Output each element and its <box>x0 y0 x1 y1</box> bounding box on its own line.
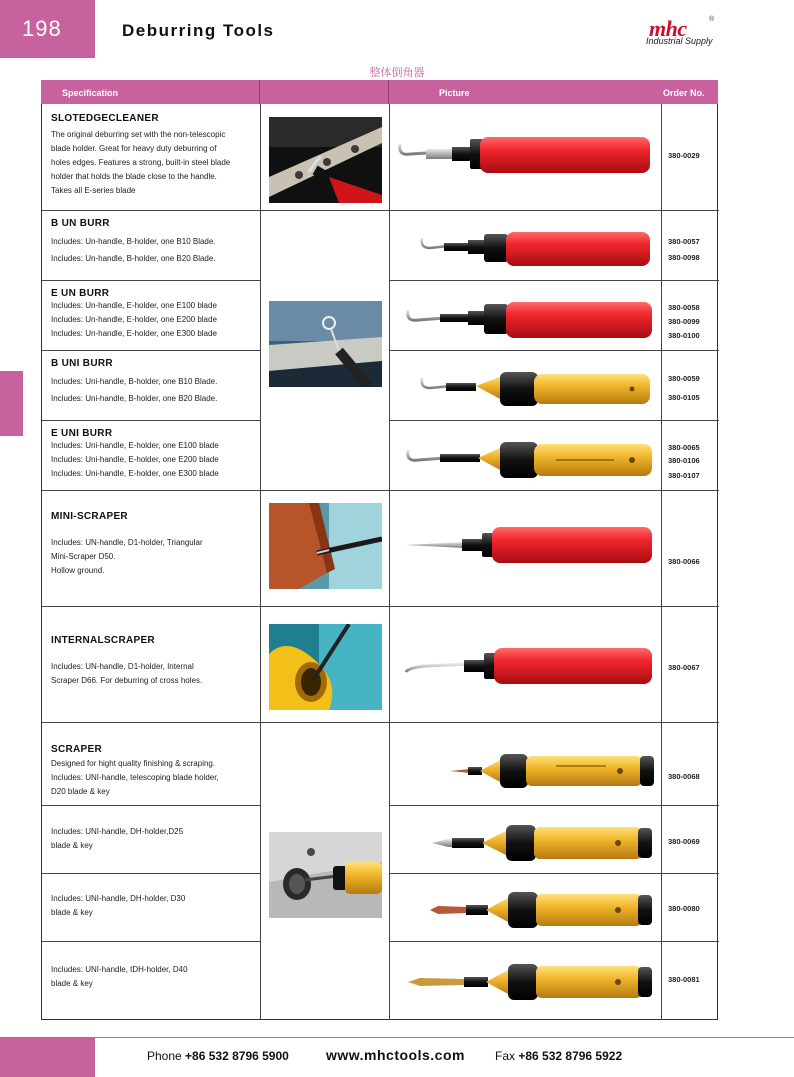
column-divider <box>661 104 662 1020</box>
phone-label: Phone <box>147 1049 182 1063</box>
row-divider <box>389 350 719 351</box>
row-divider <box>389 873 719 874</box>
footer-rule <box>95 1037 794 1038</box>
row-divider <box>42 805 260 806</box>
tool-image-mini-scraper <box>404 524 656 564</box>
spec-scraper <box>51 744 261 799</box>
row-divider <box>42 280 260 281</box>
spec-internal-scraper <box>51 635 261 688</box>
row-divider <box>42 210 719 211</box>
spec-e-un-burr <box>51 288 261 341</box>
spec-scraper-d30 <box>51 892 261 920</box>
product-title: INTERNALSCRAPER <box>51 635 155 646</box>
row-divider <box>42 490 719 491</box>
spec-line: Includes: UNI-handle, DH-holder,D25 <box>51 827 184 836</box>
order-number: 380-0058 <box>668 303 700 312</box>
spec-line: Includes: Un-handle, B-holder, one B20 Blade. <box>51 254 216 263</box>
phone-number: +86 532 8796 5900 <box>185 1049 289 1063</box>
column-divider <box>389 104 390 1020</box>
spec-b-un-burr <box>51 218 261 267</box>
row-divider <box>389 280 719 281</box>
spec-line: Includes: Uni-handle, E-holder, one E100 blade <box>51 441 219 450</box>
spec-line: Includes: UNI-handle, tDH-holder, D40 <box>51 965 188 974</box>
spec-line: Includes: Un-handle, E-holder, one E100 blade <box>51 301 217 310</box>
scraper-usage-photo <box>269 832 382 918</box>
logo-brand: mhc <box>649 16 687 41</box>
order-number: 380-0059 <box>668 374 700 383</box>
spec-line: Includes: Un-handle, E-holder, one E200 blade <box>51 315 217 324</box>
table-header <box>41 80 718 104</box>
order-number: 380-0065 <box>668 443 700 452</box>
slot-cleaner-usage-photo <box>269 117 382 203</box>
spec-line: Includes: Uni-handle, E-holder, one E200 blade <box>51 455 219 464</box>
spec-line: Scraper D66. For deburring of cross holes. <box>51 676 203 685</box>
product-title: E UNI BURR <box>51 428 113 439</box>
side-tab-marker <box>0 371 23 436</box>
fax-label: Fax <box>495 1049 516 1063</box>
tool-image-b-uni-burr <box>418 368 654 410</box>
product-title: SLOTEDGECLEANER <box>51 113 159 124</box>
spec-line: Designed for hight quality finishing & scraping. <box>51 759 216 768</box>
header-divider <box>259 80 260 104</box>
spec-slot-edge-cleaner <box>51 113 261 198</box>
spec-line: Takes all E-series blade <box>51 186 136 195</box>
spec-line: Includes: UNI-handle, telescoping blade holder, <box>51 773 219 782</box>
tool-image-internal-scraper <box>404 644 656 688</box>
page-footer <box>0 1037 794 1077</box>
tool-image-scraper-d30 <box>428 890 656 930</box>
footer-phone <box>147 1049 289 1063</box>
spec-line: blade & key <box>51 908 93 917</box>
tool-image-scraper-d20 <box>446 752 656 790</box>
tool-image-slot-cleaner <box>396 132 654 178</box>
spec-line: Includes: Un-handle, E-holder, one E300 blade <box>51 329 217 338</box>
logo-registered-mark: ® <box>709 16 715 23</box>
order-number: 380-0067 <box>668 663 700 672</box>
chinese-subtitle: 整体倒角器 <box>369 67 425 79</box>
row-divider <box>42 420 260 421</box>
spec-line: blade holder. Great for heavy duty deburring of <box>51 144 217 153</box>
brand-logo <box>645 16 725 48</box>
header-divider <box>388 80 389 104</box>
order-number: 380-0069 <box>668 837 700 846</box>
col-picture: Picture <box>439 88 470 98</box>
order-number: 380-0029 <box>668 151 700 160</box>
spec-line: Includes: UN-handle, D1-holder, Triangular <box>51 538 203 547</box>
row-divider <box>42 606 719 607</box>
tool-image-scraper-d40 <box>406 962 656 1002</box>
order-number: 380-0057 <box>668 237 700 246</box>
spec-line: Mini-Scraper D50. <box>51 552 116 561</box>
page-title: Deburring Tools <box>122 21 275 40</box>
logo-subtitle: Industrial Supply <box>646 36 713 46</box>
product-title: SCRAPER <box>51 744 102 755</box>
mini-scraper-usage-photo <box>269 503 382 589</box>
footer-fax <box>495 1049 622 1063</box>
row-divider <box>42 941 260 942</box>
footer-accent-bar <box>0 1037 95 1077</box>
spec-scraper-d25 <box>51 825 261 853</box>
spec-line: Includes: UN-handle, D1-holder, Internal <box>51 662 194 671</box>
order-number: 380-0105 <box>668 393 700 402</box>
fax-number: +86 532 8796 5922 <box>518 1049 623 1063</box>
tool-image-e-uni-burr <box>404 438 656 484</box>
order-number: 380-0107 <box>668 471 700 480</box>
product-title: E UN BURR <box>51 288 110 299</box>
spec-line: holes edges. Features a strong, built-in steel blade <box>51 158 231 167</box>
product-title: B UNI BURR <box>51 358 113 369</box>
row-divider <box>389 805 719 806</box>
spec-b-uni-burr <box>51 358 261 407</box>
order-number: 380-0081 <box>668 975 700 984</box>
spec-line: blade & key <box>51 841 93 850</box>
col-specification: Specification <box>62 88 119 98</box>
row-divider <box>389 420 719 421</box>
order-number: 380-0068 <box>668 772 700 781</box>
spec-line: Includes: Uni-handle, B-holder, one B20 Blade. <box>51 394 218 403</box>
order-number: 380-0100 <box>668 331 700 340</box>
spec-e-uni-burr <box>51 428 261 481</box>
page-number: 198 <box>0 0 95 58</box>
order-number: 380-0099 <box>668 317 700 326</box>
spec-mini-scraper <box>51 511 261 578</box>
order-number: 380-0080 <box>668 904 700 913</box>
row-divider <box>42 722 719 723</box>
spec-line: D20 blade & key <box>51 787 110 796</box>
order-number: 380-0098 <box>668 253 700 262</box>
spec-line: The original deburring set with the non-telescopic <box>51 130 226 139</box>
internal-scraper-usage-photo <box>269 624 382 710</box>
spec-scraper-d40 <box>51 963 261 991</box>
spec-line: holder that holds the blade close to the handle. <box>51 172 217 181</box>
burr-usage-photo <box>269 301 382 387</box>
spec-line: Includes: Uni-handle, E-holder, one E300 blade <box>51 469 219 478</box>
tool-image-b-un-burr <box>418 228 654 270</box>
row-divider <box>42 873 260 874</box>
footer-website[interactable]: www.mhctools.com <box>326 1047 465 1063</box>
spec-line: Includes: Uni-handle, B-holder, one B10 Blade. <box>51 377 218 386</box>
product-title: MINI-SCRAPER <box>51 511 128 522</box>
order-number: 380-0066 <box>668 557 700 566</box>
row-divider <box>42 350 260 351</box>
spec-line: Hollow ground. <box>51 566 105 575</box>
spec-line: blade & key <box>51 979 93 988</box>
col-order-no: Order No. <box>663 88 705 98</box>
spec-line: Includes: UNI-handle, DH-holder, D30 <box>51 894 186 903</box>
tool-image-e-un-burr <box>404 298 656 342</box>
spec-line: Includes: Un-handle, B-holder, one B10 Blade. <box>51 237 216 246</box>
tool-image-scraper-d25 <box>430 823 656 863</box>
order-number: 380-0106 <box>668 456 700 465</box>
product-title: B UN BURR <box>51 218 110 229</box>
row-divider <box>389 941 719 942</box>
